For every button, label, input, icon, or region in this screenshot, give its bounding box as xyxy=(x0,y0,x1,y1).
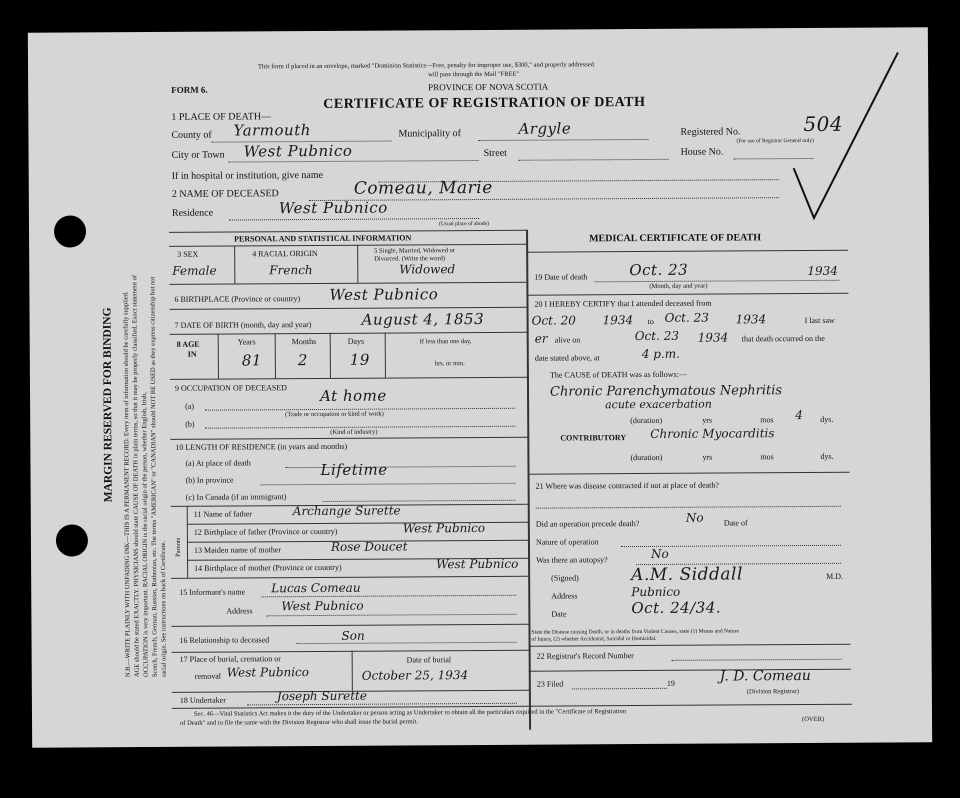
father-birthplace-value: West Pubnico xyxy=(402,520,486,536)
occupation-b: (b) xyxy=(185,419,195,429)
informant-value: Lucas Comeau xyxy=(271,580,361,596)
punch-hole-top xyxy=(54,215,86,247)
relationship-label: 16 Relationship to deceased xyxy=(179,635,270,645)
mother-birthplace-value: West Pubnico xyxy=(436,556,519,572)
date-of-death-label: 19 Date of death xyxy=(534,272,588,282)
mother-birthplace-label: 14 Birthplace of mother (Province or country) xyxy=(194,562,342,573)
at-place-label: (a) At place of death xyxy=(185,458,251,468)
attended-to-year: 1934 xyxy=(735,312,767,327)
sign-date-value: Oct. 24/34. xyxy=(631,598,722,618)
occupation-note-b: (Kind of industry) xyxy=(330,428,378,436)
autopsy-label: Was there an autopsy? xyxy=(536,555,608,565)
street-label: Street xyxy=(483,147,507,159)
form-number: FORM 6. xyxy=(171,84,208,95)
attended-to-value: Oct. 23 xyxy=(664,310,709,325)
house-no-label: House No. xyxy=(680,146,724,158)
city-label: City or Town xyxy=(171,149,225,161)
registered-no-value: 504 xyxy=(803,111,844,137)
nature-of-operation-label: Nature of operation xyxy=(535,537,599,547)
mos-label: mos xyxy=(760,415,774,425)
margin-instruction-1: N.B.—WRITE PLAINLY WITH UNFADING INK—THIS IS A PERMANENT RECORD. Every item of information should be carefully supplied. xyxy=(122,291,132,678)
province-label: PROVINCE OF NOVA SCOTIA xyxy=(428,81,549,93)
months-value: 2 xyxy=(297,351,308,370)
date-of-label: Date of xyxy=(723,518,748,528)
age-label-2: IN xyxy=(187,349,197,359)
informant-address-label: Address xyxy=(226,606,253,616)
duration-label: (duration) xyxy=(630,415,663,426)
operation-value: No xyxy=(685,510,704,525)
registrar-note: (For use of Registrar General only) xyxy=(736,137,814,145)
date-of-death-value: Oct. 23 xyxy=(629,260,689,280)
check-mark-icon xyxy=(788,47,909,228)
lessday-label-2: hrs. or min. xyxy=(434,360,465,368)
city-value: West Pubnico xyxy=(243,141,353,161)
undertaker-label: 18 Undertaker xyxy=(179,695,226,705)
q21-label: 21 Where was disease contracted if not at place of death? xyxy=(535,480,719,491)
lessday-label-1: If less than one day, xyxy=(419,338,472,346)
registrar-record-label: 22 Registrar's Record Number xyxy=(536,651,634,661)
time-of-death-value: 4 p.m. xyxy=(641,346,680,362)
sex-value: Female xyxy=(172,263,217,278)
attended-from-value: Oct. 20 xyxy=(531,313,576,328)
signed-label: (Signed) xyxy=(551,573,579,583)
margin-instruction-2: AGE should be stated EXACTLY. PHYSICIANS should state CAUSE OF DEATH in plain terms, so that it may be properly classified. Exact statement of xyxy=(131,274,141,678)
duration-days-value: 4 xyxy=(795,408,803,423)
in-province-value: Lifetime xyxy=(320,460,388,479)
burial-label-1: 17 Place of burial, cremation or xyxy=(179,654,281,664)
registrar-signature: J. D. Comeau xyxy=(719,667,811,685)
date-of-death-year: 1934 xyxy=(807,263,838,278)
sex-label: 3 SEX xyxy=(177,249,199,259)
marital-value: Widowed xyxy=(399,262,456,277)
mother-label: 13 Maiden name of mother xyxy=(193,545,282,555)
name-of-deceased-value: Comeau, Marie xyxy=(353,177,493,199)
age-label-1: 8 AGE xyxy=(176,339,200,349)
doctor-address-value: Pubnico xyxy=(631,584,681,600)
sign-date-label: Date xyxy=(551,609,567,619)
occupation-a: (a) xyxy=(185,401,195,411)
date-stated-label: date stated above, at xyxy=(534,353,600,363)
days-label: Days xyxy=(347,336,365,346)
years-value: 81 xyxy=(241,351,262,370)
date-of-death-note: (Month, day and year) xyxy=(649,282,708,290)
footer-sec-2: of Death" and to file the same with the Division Registrar who shall issue the burial permit. xyxy=(180,718,418,727)
burial-date-label: Date of burial xyxy=(406,655,452,665)
alive-on-label: alive on xyxy=(554,335,581,345)
operation-question: Did an operation precede death? xyxy=(535,519,640,529)
certify-label: 20 I HEREBY CERTIFY that I attended deceased from xyxy=(534,298,712,309)
margin-reserved-label: MARGIN RESERVED FOR BINDING xyxy=(101,307,115,503)
personal-heading: PERSONAL AND STATISTICAL INFORMATION xyxy=(234,233,412,244)
death-certificate xyxy=(28,27,932,747)
occupation-heading: 9 OCCUPATION OF DECEASED xyxy=(174,383,287,393)
place-of-death-heading: 1 PLACE OF DEATH— xyxy=(171,111,272,123)
mail-notice-2: will pass through the Mail "FREE" xyxy=(428,70,520,79)
registered-no-label: Registered No. xyxy=(680,126,741,138)
violent-note-1: State the Disease causing Death, or in deaths from Violent Causes, state (1) Means and Nature xyxy=(531,628,739,636)
alive-year-value: 1934 xyxy=(697,330,729,345)
marital-label-2: Divorced. (Write the word) xyxy=(374,255,446,263)
to-label: to xyxy=(647,316,654,326)
residence-length-heading: 10 LENGTH OF RESIDENCE (in years and months) xyxy=(175,441,348,452)
burial-label-2: removal xyxy=(194,671,222,681)
racial-value: French xyxy=(269,263,313,278)
mail-notice-1: This form if placed in an envelope, marked "Dominion Statistics—Free, penalty for improper use, $300," and properly addressed xyxy=(258,61,594,71)
in-canada-label: (c) In Canada (if an immigrant) xyxy=(185,492,287,502)
footer-over: (OVER) xyxy=(802,715,825,724)
death-occurred-label: that death occurred on the xyxy=(741,333,825,344)
margin-instruction-5: racial origin. See instructions on back of Certificate. xyxy=(159,540,168,677)
years-label: Years xyxy=(237,337,256,347)
residence-note: (Usual place of abode) xyxy=(438,220,489,228)
medical-heading: MEDICAL CERTIFICATE OF DEATH xyxy=(589,232,762,245)
father-birthplace-label: 12 Birthplace of father (Province or country) xyxy=(193,526,338,537)
contributory-label: CONTRIBUTORY xyxy=(560,433,627,443)
name-of-deceased-label: 2 NAME OF DECEASED xyxy=(171,188,279,200)
racial-label: 4 RACIAL ORIGIN xyxy=(252,248,318,259)
informant-address-value: West Pubnico xyxy=(281,598,364,614)
residence-label: Residence xyxy=(171,207,214,219)
doctor-address-label: Address xyxy=(551,591,578,601)
last-saw-label: I last saw xyxy=(804,315,835,326)
father-label: 11 Name of father xyxy=(193,509,252,519)
hospital-label: If in hospital or institution, give name xyxy=(171,169,324,182)
mos-label-2: mos xyxy=(760,452,774,462)
dob-value: August 4, 1853 xyxy=(361,309,485,329)
county-value: Yarmouth xyxy=(233,121,311,140)
occupation-note-a: (Trade or occupation or kind of work) xyxy=(285,410,384,419)
parents-label: Parents xyxy=(174,537,183,557)
in-province-label: (b) In province xyxy=(185,475,234,485)
cause-value-2: acute exacerbation xyxy=(605,397,712,412)
md-label: M.D. xyxy=(826,571,844,581)
county-label: County of xyxy=(171,129,212,141)
undertaker-value: Joseph Surette xyxy=(276,688,367,704)
municipality-label: Municipality of xyxy=(398,128,461,140)
margin-instruction-4: Scotch, French, German, Russian, Ruthenian, etc. The terms "AMERICAN" or "CANADIAN" should NOT BE USED as they express citizenship but not xyxy=(149,276,159,678)
months-label: Months xyxy=(291,337,317,347)
municipality-value: Argyle xyxy=(518,119,572,138)
certificate-title: CERTIFICATE OF REGISTRATION OF DEATH xyxy=(323,94,646,112)
burial-place-value: West Pubnico xyxy=(226,665,310,680)
alive-date-value: Oct. 23 xyxy=(634,328,680,344)
marital-label-1: 5 Single, Married, Widowed or xyxy=(374,247,456,255)
birthplace-value: West Pubnico xyxy=(329,285,439,304)
duration-label-2: (duration) xyxy=(630,452,663,463)
relationship-value: Son xyxy=(341,628,365,643)
signed-value: A.M. Siddall xyxy=(631,564,743,586)
margin-instruction-3: OCCUPATION is very important. RACIAL ORIGIN is the racial origin of the person, whether English, Irish, xyxy=(141,392,150,678)
occupation-value: At home xyxy=(319,386,387,405)
cause-label: The CAUSE of DEATH was as follows:— xyxy=(549,369,687,380)
residence-value: West Pubnico xyxy=(278,198,388,218)
yrs-label-2: yrs xyxy=(702,452,713,462)
yrs-label: yrs xyxy=(702,415,713,425)
dys-label: dys. xyxy=(820,414,834,424)
filed-label: 23 Filed xyxy=(536,679,564,689)
days-value: 19 xyxy=(349,350,370,369)
autopsy-value: No xyxy=(650,546,669,561)
cause-value-1: Chronic Parenchymatous Nephritis xyxy=(549,383,783,400)
her-value: er xyxy=(534,331,548,346)
father-value: Archange Surette xyxy=(292,503,401,519)
violent-note-2: of Injury, (2) whether Accidental, Suicidal or Homicidal. xyxy=(531,635,657,643)
dob-label: 7 DATE OF BIRTH (month, day and year) xyxy=(174,320,312,330)
division-registrar-note: (Division Registrar) xyxy=(746,688,800,696)
burial-date-value: October 25, 1934 xyxy=(361,668,469,683)
attended-from-year: 1934 xyxy=(602,313,634,328)
mother-value: Rose Doucet xyxy=(330,539,408,554)
informant-label: 15 Informant's name xyxy=(179,587,246,597)
punch-hole-bottom xyxy=(56,524,88,556)
birthplace-label: 6 BIRTHPLACE (Province or country) xyxy=(174,294,301,304)
filed-year: 19 xyxy=(666,678,675,688)
footer-sec-1: Sec. 46—Vital Statistics Act makes it the duty of the Undertaker or person acting as Undertaker to obtain all the particulars required in the "Certificate of Registration xyxy=(193,708,627,718)
dys-label-2: dys. xyxy=(820,451,834,461)
contributory-value: Chronic Myocarditis xyxy=(650,426,775,441)
